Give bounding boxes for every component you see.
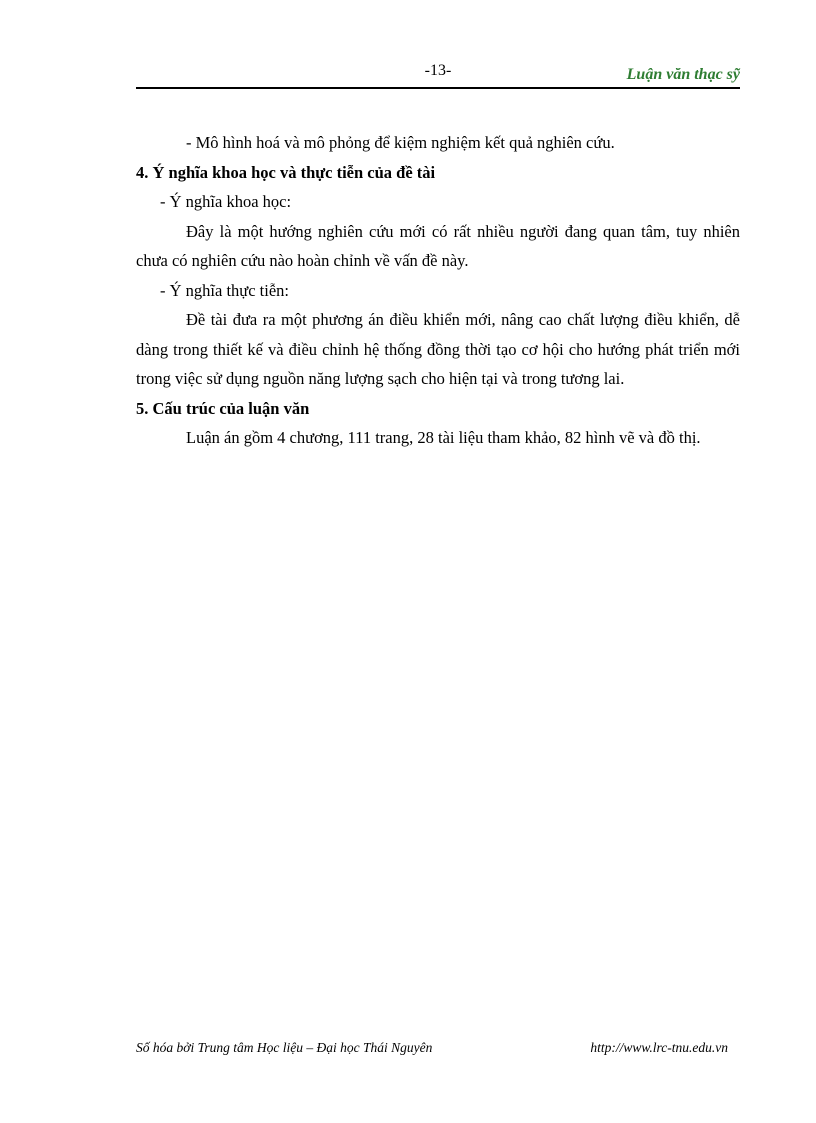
page-header — [136, 58, 740, 88]
footer-url: http://www.lrc-tnu.edu.vn — [590, 1040, 728, 1055]
practice-label: - Ý nghĩa thực tiễn: — [160, 280, 289, 300]
practice-paragraph: Đề tài đưa ra một phương án điều khiển mới, nâng cao chất lượng điều khiển, dễ dàng trong thiết kế và điều chỉnh hệ thống đồng thời tạo cơ hội cho hướng phát triển mới trong việc sử dụng nguồn năng lượng sạch cho hiện tại và trong tương lai. — [136, 310, 740, 388]
header-divider — [136, 87, 740, 89]
bullet-simulation: - Mô hình hoá và mô phỏng để kiệm nghiệm kết quả nghiên cứu. — [186, 133, 615, 152]
science-paragraph: Đây là một hướng nghiên cứu mới có rất nhiều người đang quan tâm, tuy nhiên chưa có nghiên cứu nào hoàn chỉnh về vấn đề này. — [136, 221, 740, 270]
page-number: -13- — [424, 62, 452, 79]
footer-source: Số hóa bởi Trung tâm Học liệu – Đại học Thái Nguyên — [136, 1040, 433, 1055]
header-title: Luận văn thạc sỹ — [626, 66, 740, 83]
science-label: - Ý nghĩa khoa học: — [160, 192, 292, 211]
page-content — [136, 128, 740, 453]
section-4-heading: 4. Ý nghĩa khoa học và thực tiễn của đề tài — [136, 162, 436, 182]
structure-paragraph: Luận án gồm 4 chương, 111 trang, 28 tài liệu tham khảo, 82 hình vẽ và đồ thị. — [186, 428, 701, 447]
section-5-heading: 5. Cấu trúc của luận văn — [136, 398, 310, 418]
